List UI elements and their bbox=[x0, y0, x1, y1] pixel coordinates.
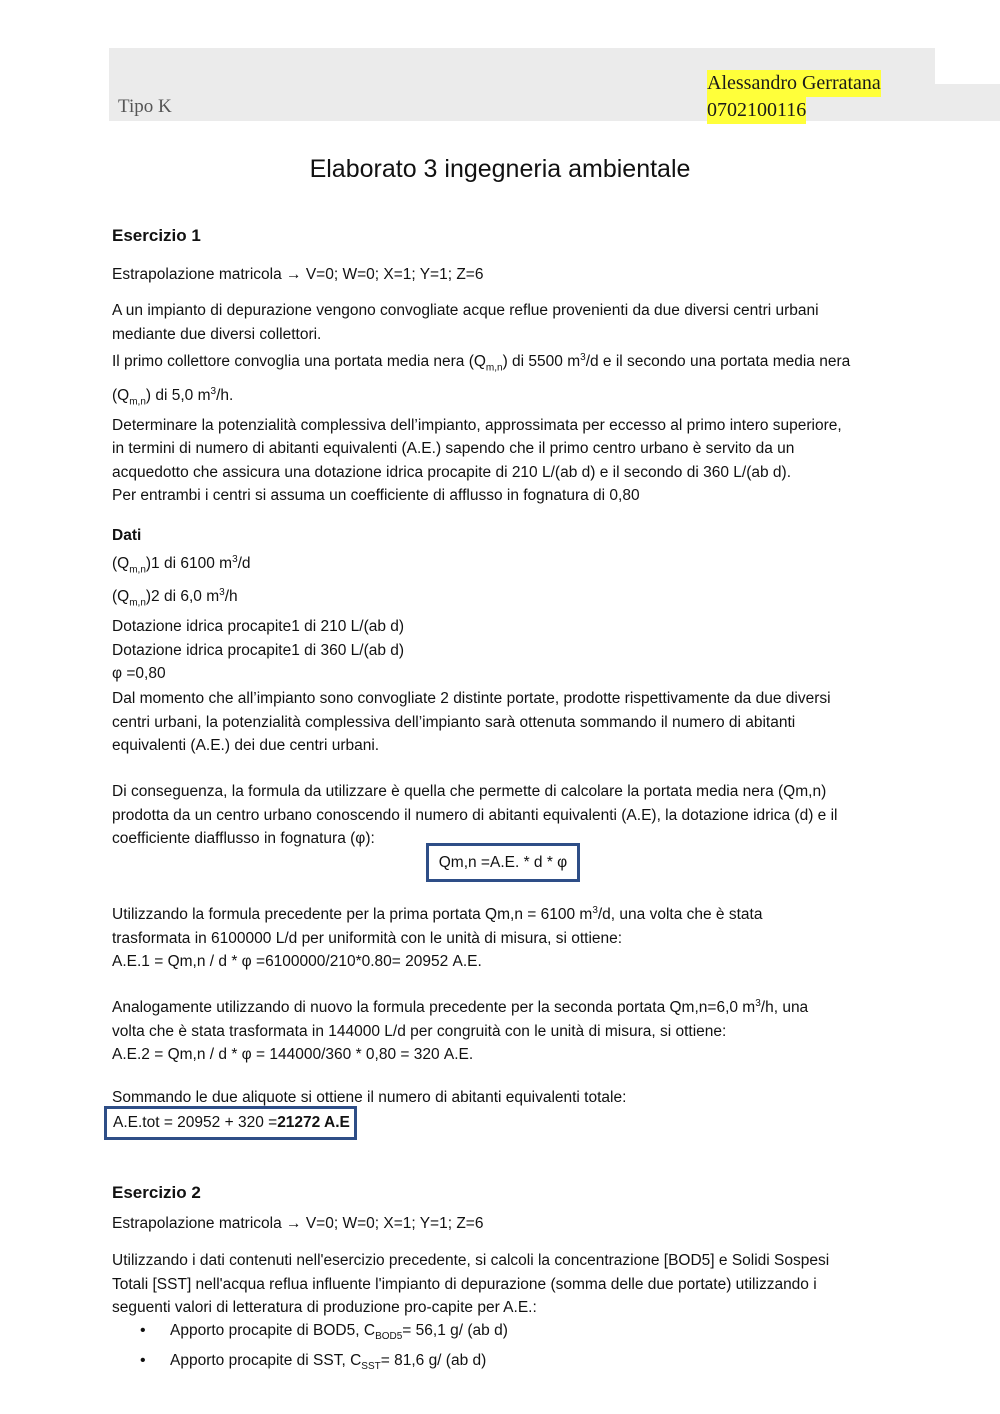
ex1-para5: Sommando le due aliquote si ottiene il numero di abitanti equivalenti totale: bbox=[112, 1089, 627, 1106]
total-box bbox=[104, 1106, 357, 1140]
text-line: $(Q_{m,n})$ di 5,0 $m^3/h$. bbox=[112, 385, 234, 407]
text-line: seguenti valori di letteratura di produzione pro-capite per A.E.: bbox=[112, 1299, 537, 1316]
list-item: • Apporto procapite di BOD5, $C_{BOD5}= 56,1$ g/ (ab d) bbox=[112, 1319, 902, 1349]
list-item: • Apporto procapite di SST, $C_{SST}= 81,6$ g/ (ab d) bbox=[112, 1349, 902, 1379]
ex2-matricola: Estrapolazione matricola → V=0; W=0; X=1; Y=1; Z=6 bbox=[112, 1215, 484, 1232]
ex1-dati bbox=[112, 524, 902, 686]
ex2-heading: Esercizio 2 bbox=[112, 1183, 201, 1202]
dati-item: $(Q_{m,n})2$ di 6,0 $m^3/h$ bbox=[112, 587, 238, 609]
text-line: trasformata in 6100000 L/d per uniformità con le unità di misura, si ottiene: bbox=[112, 929, 623, 947]
ex1-para4 bbox=[112, 992, 902, 1067]
header-author bbox=[707, 70, 881, 124]
ex1-para3 bbox=[112, 899, 902, 974]
ex1-heading: Esercizio 1 bbox=[112, 226, 201, 245]
text-line: volta che è stata trasformata in 144000 L/d per congruità con le unità di misura, si ottiene: bbox=[112, 1022, 727, 1040]
text-line: Analogamente utilizzando di nuovo la formula precedente per la seconda portata Qm,n=6,0 $m^3/h$, una bbox=[112, 998, 809, 1017]
dati-heading: Dati bbox=[112, 527, 142, 544]
formula: Qm,n =A.E. * d * φ bbox=[438, 854, 568, 871]
page-title: Elaborato 3 ingegneria ambientale bbox=[309, 155, 691, 183]
text-line: in termini di numero di abitanti equivalenti (A.E.) sapendo che il primo centro urbano è servito da un bbox=[112, 440, 795, 457]
ex2-intro bbox=[112, 1249, 902, 1320]
text-line: centri urbani, la potenzialità complessiva dell’impianto sarà ottenuta sommando il numero di abitanti bbox=[112, 713, 796, 731]
text-line: A un impianto di depurazione vengono convogliate acque reflue provenienti da due diversi centri urbani bbox=[112, 302, 819, 319]
text-line: Per entrambi i centri si assuma un coefficiente di afflusso in fognatura di 0,80 bbox=[112, 487, 640, 504]
ex1-matricola: Estrapolazione matricola → V=0; W=0; X=1; Y=1; Z=6 bbox=[112, 266, 484, 283]
text-line: Determinare la potenzialità complessiva dell’impianto, approssimata per eccesso al primo intero superiore, bbox=[112, 416, 842, 434]
ex2-list bbox=[112, 1319, 902, 1379]
header-tipo: Tipo K bbox=[118, 96, 172, 117]
dati-item: Dotazione idrica procapite1 di 360 L/(ab d) bbox=[112, 641, 405, 659]
text-line: coefficiente diafflusso in fognatura (φ): bbox=[112, 830, 375, 847]
ex1-para2 bbox=[112, 780, 902, 851]
text-line: Il primo collettore convoglia una portata media nera $(Q_{m,n})$ di 5500 $m^3/d$ e il secondo una portata media nera bbox=[112, 352, 851, 374]
text-line: Totali [SST] nell'acqua reflua influente l'impianto di depurazione (somma delle due portate) utilizzando i bbox=[112, 1275, 817, 1293]
ex1-para1 bbox=[112, 687, 902, 758]
text-line: acquedotto che assicura una dotazione idrica procapite di 210 L/(ab d) e il secondo di 360 L/(ab d). bbox=[112, 463, 791, 481]
text-line: prodotta da un centro urbano conoscendo il numero di abitanti equivalenti (A.E), la dotazione idrica (d) e il bbox=[112, 806, 838, 824]
formula-box bbox=[426, 843, 580, 882]
author-id: 0702100116 bbox=[707, 97, 806, 124]
dati-item: φ =0,80 bbox=[112, 665, 166, 682]
text-line: Utilizzando la formula precedente per la prima portata Qm,n = 6100 $m^3/d$, una volta che è stata bbox=[112, 905, 763, 924]
text-line: Di conseguenza, la formula da utilizzare è quella che permette di calcolare la portata media nera (Qm,n) bbox=[112, 783, 827, 800]
header-band-extension bbox=[935, 84, 1000, 121]
author-name: Alessandro Gerratana bbox=[707, 70, 881, 97]
text-line: A.E.1 = Qm,n / d * φ =6100000/210*0.80= 20952 A.E. bbox=[112, 953, 482, 971]
text-line: A.E.2 = Qm,n / d * φ = 144000/360 * 0,80 = 320 A.E. bbox=[112, 1046, 474, 1064]
text-line: Dal momento che all’impianto sono convogliate 2 distinte portate, prodotte rispettivamente da due diversi bbox=[112, 690, 831, 707]
dati-item: $(Q_{m,n})1$ di 6100 $m^3/d$ bbox=[112, 553, 251, 575]
total-value: 21272 A.E bbox=[277, 1114, 350, 1131]
ex1-intro bbox=[112, 299, 902, 508]
text-line: mediante due diversi collettori. bbox=[112, 325, 322, 343]
total-prefix: A.E.tot = 20952 + 320 = bbox=[113, 1114, 278, 1131]
text-line: equivalenti (A.E.) dei due centri urbani. bbox=[112, 737, 380, 754]
dati-item: Dotazione idrica procapite1 di 210 L/(ab d) bbox=[112, 618, 405, 635]
text-line: Utilizzando i dati contenuti nell'esercizio precedente, si calcoli la concentrazione [BOD5] e Solidi Sospesi bbox=[112, 1252, 830, 1269]
